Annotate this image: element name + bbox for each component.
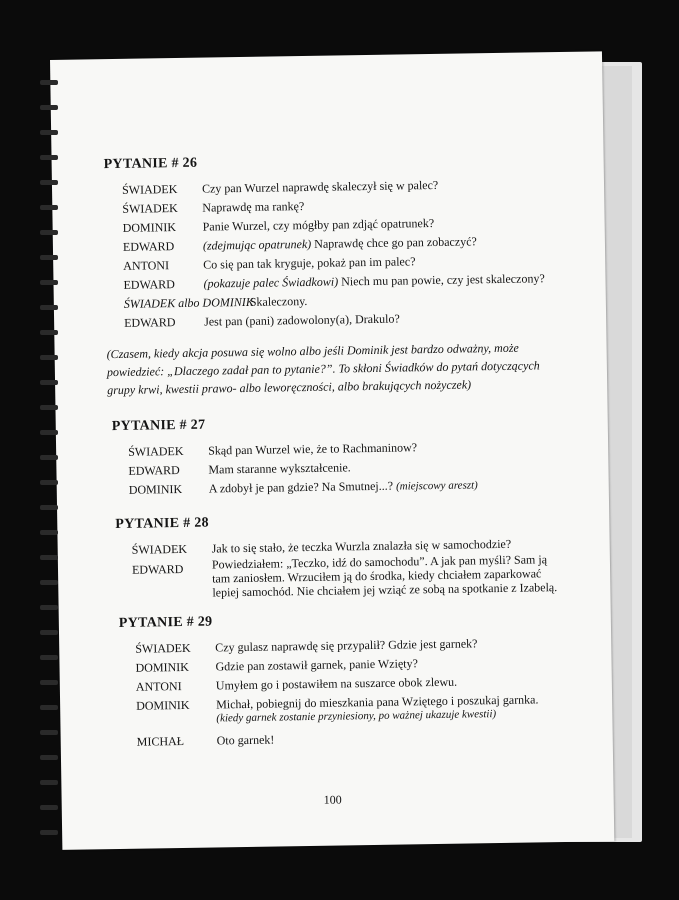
speaker-label: EDWARD: [122, 239, 175, 254]
section-title-28: PYTANIE # 28: [115, 515, 209, 533]
speaker-label: ANTONI: [123, 258, 170, 273]
binding-ring: [40, 205, 58, 210]
binding-ring: [40, 80, 58, 85]
binding-ring: [40, 455, 58, 460]
binding-ring: [40, 655, 58, 660]
binding-ring: [40, 180, 58, 185]
stage-note-line: (Czasem, kiedy akcja posuwa się wolno albo jeśli Dominik jest bardzo odważny, może: [106, 340, 519, 362]
speaker-label: ŚWIADEK: [135, 640, 191, 656]
speaker-label: ŚWIADEK: [131, 541, 188, 557]
section-title-29: PYTANIE # 29: [118, 614, 213, 631]
dialogue-text: [212, 552, 557, 599]
binding-ring: [40, 405, 58, 410]
binding-ring: [40, 580, 58, 585]
dialogue-text: Co się pan tak kryguje, pokaż pan im palec?: [203, 254, 416, 272]
stage-note-line: powiedzieć: „Dlaczego zadał pan to pytanie?”. To skłoni Świadków do pytań dotyczących: [106, 358, 540, 380]
speaker-label: MICHAŁ: [136, 733, 185, 749]
section-title-26: PYTANIE # 26: [103, 155, 198, 173]
dialogue-text: Umyłem go i postawiłem na suszarce obok zlewu.: [215, 674, 458, 693]
speaker-label: ŚWIADEK: [121, 182, 178, 197]
speaker-label: ŚWIADEK: [122, 201, 178, 216]
binding-ring: [40, 755, 58, 760]
binding-ring: [40, 780, 58, 785]
dialogue-text: Czy pan Wurzel naprawdę skaleczył się w palec?: [201, 177, 439, 196]
dialogue-line: lepiej samochód. Nie chciałem jej wziąć ze sobą na spotkanie z Izabelą.: [212, 580, 558, 600]
dialogue-text: Panie Wurzel, czy mógłby pan zdjąć opatrunek?: [202, 215, 435, 234]
dialogue-text: Skąd pan Wurzel wie, że to Rachmaninow?: [208, 440, 418, 458]
page-number: 100: [323, 792, 342, 807]
binding-ring: [40, 330, 58, 335]
binding-ring: [40, 280, 58, 285]
speaker-label: DOMINIK: [128, 481, 183, 497]
speaker-label: ŚWIADEK: [128, 443, 184, 459]
stage-note-line: grupy krwi, kwestii prawo- albo leworęczności, albo brakujących nożyczek): [107, 377, 472, 398]
speaker-label: DOMINIK: [122, 220, 177, 235]
stage-direction: (miejscowy areszt): [395, 479, 478, 493]
binding-ring: [40, 305, 58, 310]
binding-ring: [40, 230, 58, 235]
dialogue-text: Jak to się stało, że teczka Wurzla znalazła się w samochodzie?: [211, 536, 512, 556]
stage-note: [106, 337, 597, 399]
binding-ring: [40, 105, 58, 110]
dialogue-text: Jest pan (pani) zadowolony(a), Drakulo?: [204, 311, 400, 329]
speaker-label: DOMINIK: [135, 659, 189, 675]
dialogue-text: [203, 234, 477, 253]
speaker-label: EDWARD: [131, 561, 184, 577]
stage-direction: (pokazuje palec Świadkowi): [203, 274, 339, 291]
speaker-label: ŚWIADEK albo DOMINIK: [123, 294, 254, 311]
dialogue-text: Skaleczony.: [249, 293, 308, 309]
dialogue-text: Oto garnek!: [216, 732, 275, 748]
binding-ring: [40, 605, 58, 610]
dialogue-text: [209, 477, 478, 496]
binding-ring: [40, 730, 58, 735]
binding-ring: [40, 705, 58, 710]
binding-ring: [40, 480, 58, 485]
binding-ring: [40, 805, 58, 810]
binding-ring: [40, 630, 58, 635]
dialogue-line: tam zaniosłem. Wrzuciłem ją do środka, kiedy chciałem zaparkować: [212, 566, 542, 586]
dialogue-line: A zdobył je pan gdzie? Na Smutnej...?: [208, 478, 394, 496]
binding-ring: [40, 130, 58, 135]
speaker-label: EDWARD: [124, 315, 176, 330]
binding-ring: [40, 355, 58, 360]
stage-direction: (kiedy garnek zostanie przyniesiony, po ważnej ukazuje kwestii): [216, 708, 497, 725]
speaker-label: ANTONI: [135, 679, 182, 694]
document-page: [50, 51, 614, 850]
binding-ring: [40, 505, 58, 510]
binding-ring: [40, 255, 58, 260]
binding-ring: [40, 155, 58, 160]
dialogue-text: Mam staranne wykształcenie.: [208, 460, 351, 477]
binding-ring: [40, 555, 58, 560]
dialogue-text: Michał, pobiegnij do mieszkania pana Wziętego i poszukaj garnka.: [216, 692, 539, 712]
binding-ring: [40, 430, 58, 435]
binding-ring: [40, 680, 58, 685]
speaker-label: EDWARD: [123, 277, 175, 292]
spiral-binding: [40, 80, 60, 850]
binding-ring: [40, 380, 58, 385]
dialogue-text: Naprawdę ma rankę?: [202, 199, 305, 215]
binding-ring: [40, 830, 58, 835]
dialogue-text: Czy gulasz naprawdę się przypalił? Gdzie jest garnek?: [215, 636, 478, 655]
dialogue-line: Powiedziałem: „Teczko, idź do samochodu”. A jak pan myśli? Sam ją: [211, 552, 548, 572]
dialogue-text: [203, 271, 544, 291]
section-title-27: PYTANIE # 27: [111, 417, 206, 435]
speaker-label: DOMINIK: [136, 697, 190, 713]
dialogue-line: Naprawdę chce go pan zobaczyć?: [311, 234, 477, 251]
dialogue-line: Niech mu pan powie, czy jest skaleczony?: [338, 271, 545, 289]
stage-direction: (zdejmując opatrunek): [202, 236, 312, 253]
binding-ring: [40, 530, 58, 535]
speaker-label: EDWARD: [128, 463, 180, 478]
dialogue-text: Gdzie pan zostawił garnek, panie Wzięty?: [215, 656, 418, 674]
